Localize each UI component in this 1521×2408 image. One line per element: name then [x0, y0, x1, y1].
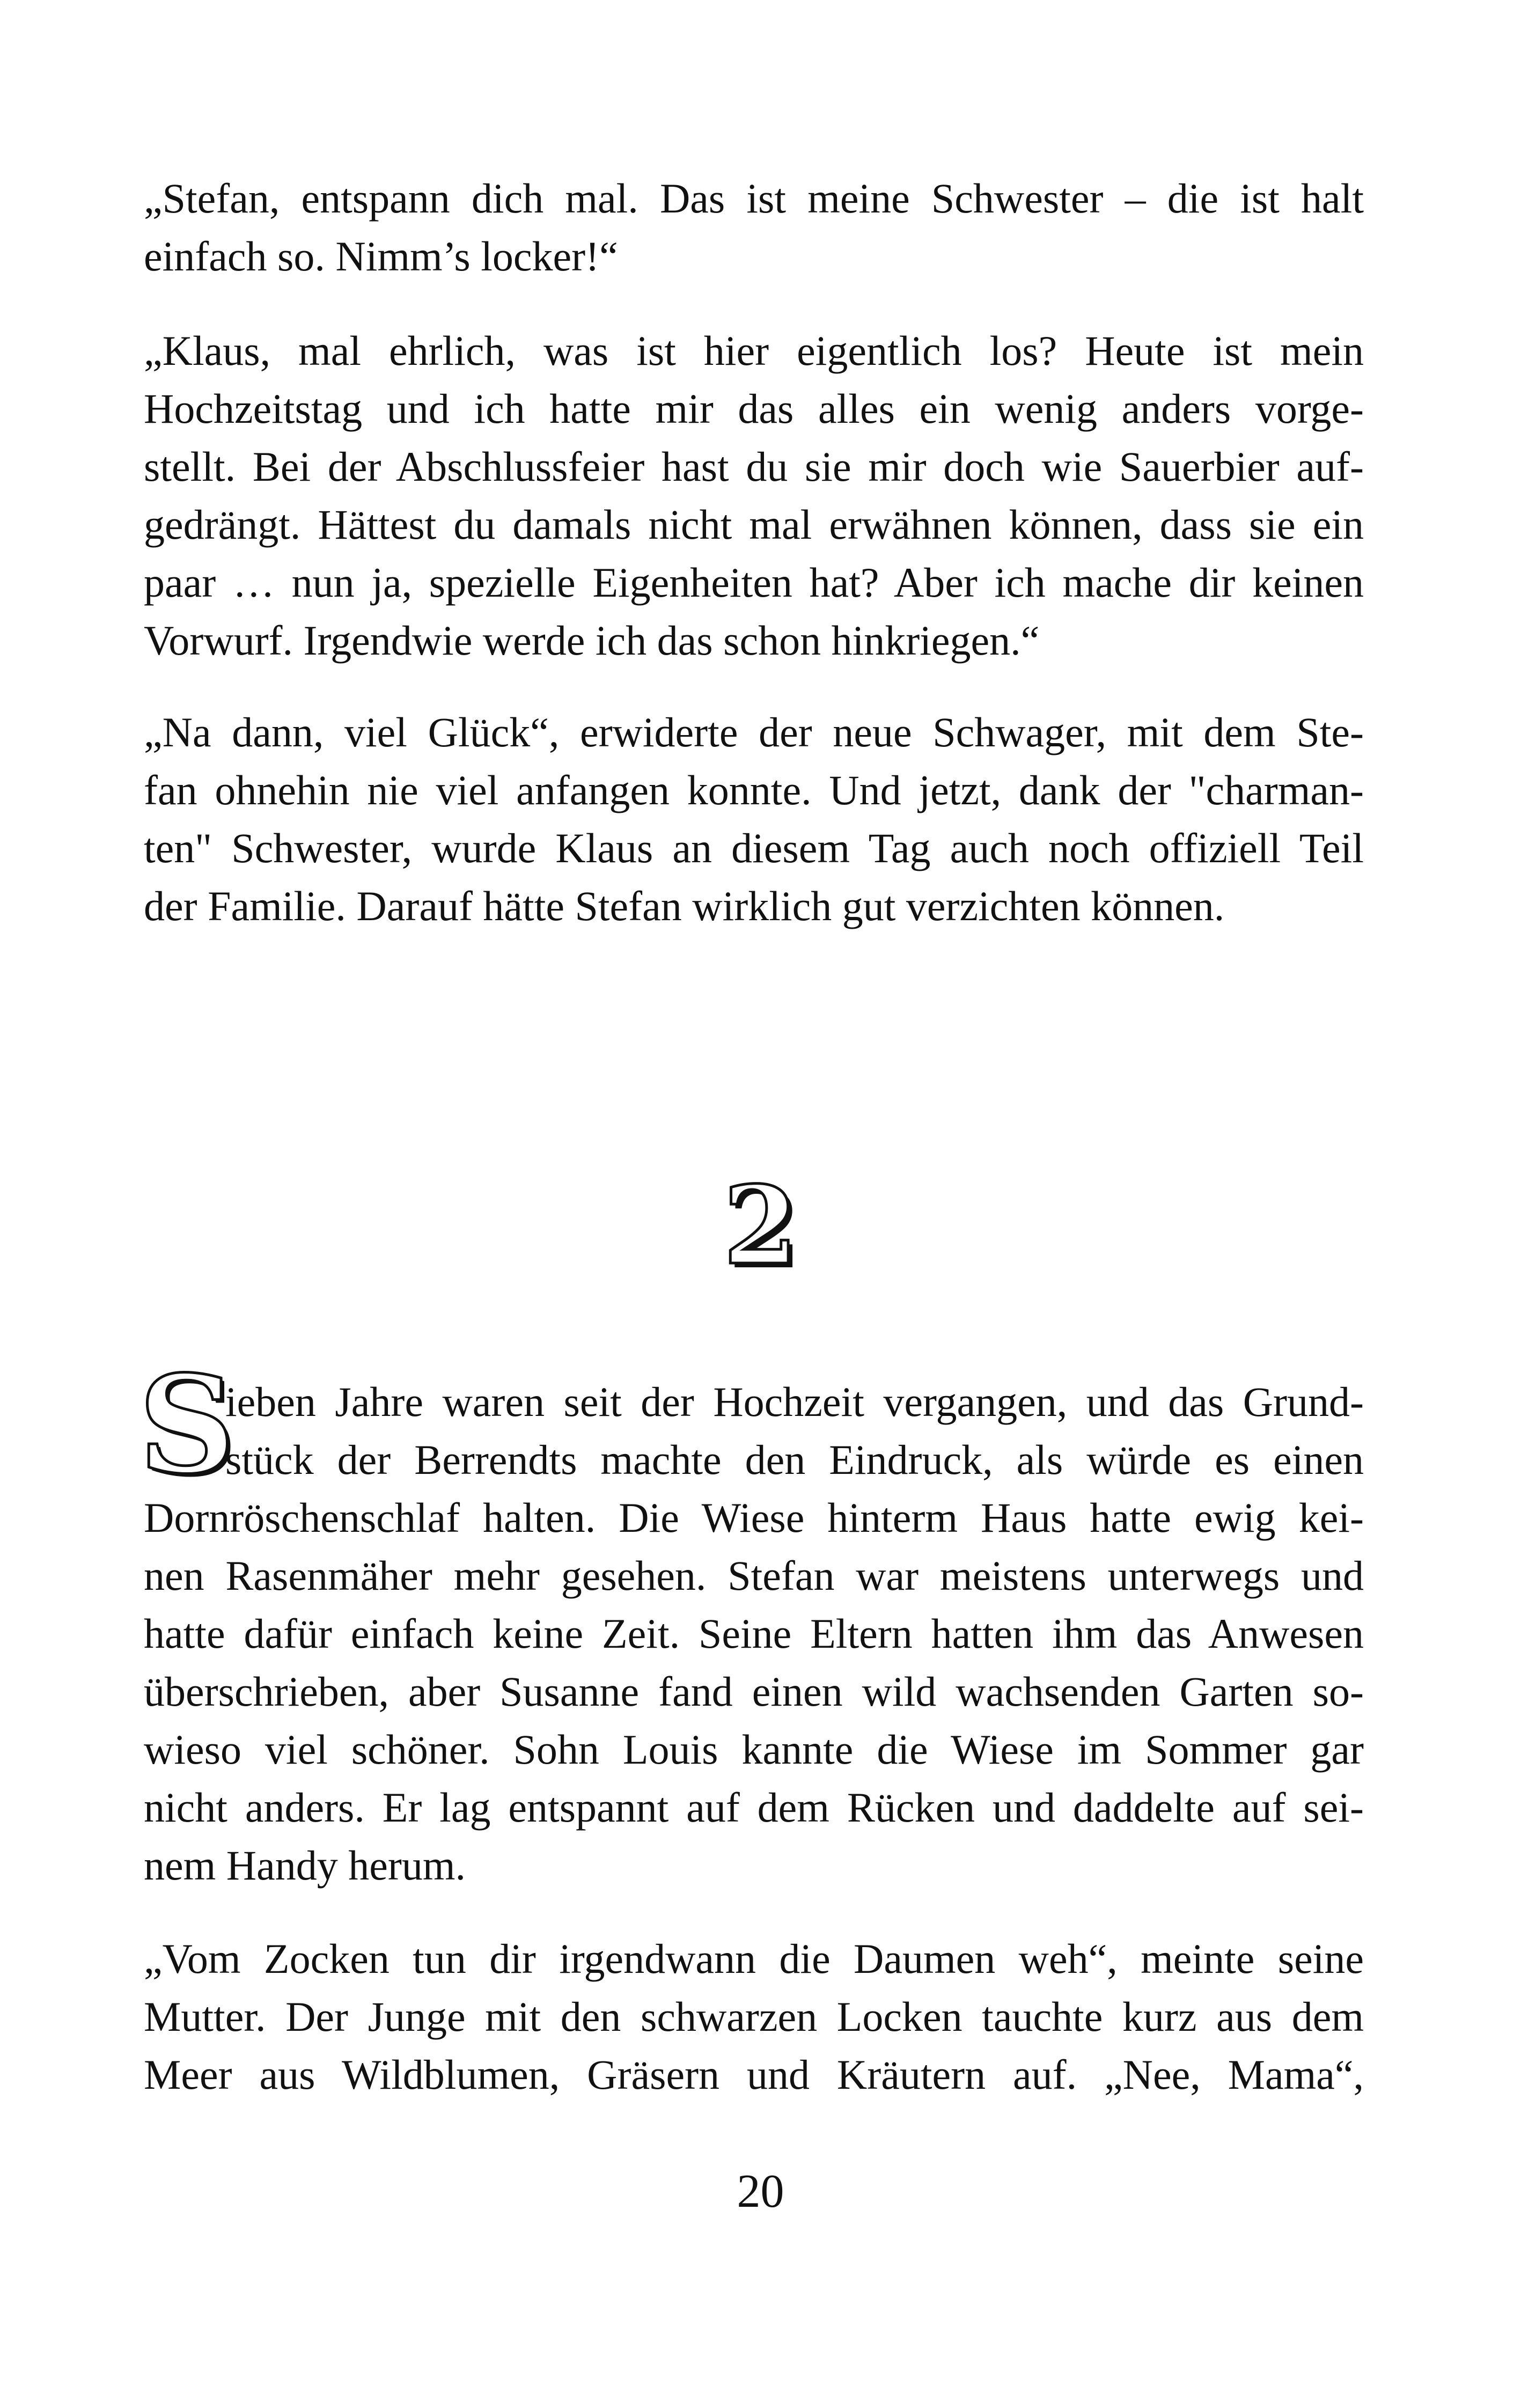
paragraph	[144, 703, 1364, 935]
text-line: überschrieben, aber Susanne fand einen wild wachsenden Garten so-	[144, 1668, 1364, 1715]
chapter-number: 2	[723, 1163, 798, 1289]
paragraph	[144, 1930, 1364, 2104]
text-line: der Familie. Darauf hätte Stefan wirklich gut verzichten können.	[144, 883, 1225, 929]
text-line: „Na dann, viel Glück“, erwiderte der neue Schwager, mit dem Ste-	[144, 709, 1364, 755]
text-line: stück der Berrendts machte den Eindruck, als würde es einen	[225, 1436, 1364, 1483]
text-line: einfach so. Nimm’s locker!“	[144, 233, 618, 280]
text-line: „Klaus, mal ehrlich, was ist hier eigentlich los? Heute ist mein	[144, 327, 1364, 374]
text-line: nem Handy herum.	[144, 1842, 466, 1889]
text-line: Dornröschenschlaf halten. Die Wiese hinterm Haus hatte ewig kei-	[144, 1494, 1364, 1541]
text-line: Mutter. Der Junge mit den schwarzen Locken tauchte kurz aus dem	[144, 1993, 1364, 2040]
text-line: hatte dafür einfach keine Zeit. Seine Eltern hatten ihm das Anwesen	[144, 1610, 1364, 1657]
text-line: ieben Jahre waren seit der Hochzeit vergangen, und das Grund-	[225, 1378, 1364, 1425]
text-line: wieso viel schöner. Sohn Louis kannte die Wiese im Sommer gar	[144, 1726, 1364, 1773]
text-line: nicht anders. Er lag entspannt auf dem Rücken und daddelte auf sei-	[144, 1784, 1364, 1831]
paragraph	[144, 322, 1364, 670]
text-line: paar … nun ja, spezielle Eigenheiten hat? Aber ich mache dir keinen	[144, 559, 1364, 606]
text-line: Hochzeitstag und ich hatte mir das alles ein wenig anders vorge-	[144, 385, 1364, 432]
drop-cap: S	[138, 1346, 236, 1503]
text-line: „Vom Zocken tun dir irgendwann die Daumen weh“, meinte seine	[144, 1935, 1364, 1982]
paragraph	[144, 170, 1364, 285]
paragraph	[144, 1373, 1364, 1895]
text-line: stellt. Bei der Abschlussfeier hast du sie mir doch wie Sauerbier auf-	[144, 443, 1364, 490]
text-line: ten" Schwester, wurde Klaus an diesem Tag auch noch offiziell Teil	[144, 825, 1364, 871]
text-line: fan ohnehin nie viel anfangen konnte. Und jetzt, dank der "charman-	[144, 767, 1364, 813]
text-line: „Stefan, entspann dich mal. Das ist meine Schwester – die ist halt	[144, 175, 1364, 222]
page-number: 20	[737, 2165, 784, 2218]
text-line: Meer aus Wildblumen, Gräsern und Kräutern auf. „Nee, Mama“,	[144, 2051, 1364, 2098]
text-line: nen Rasenmäher mehr gesehen. Stefan war meistens unterwegs und	[144, 1552, 1364, 1599]
text-line: gedrängt. Hättest du damals nicht mal erwähnen können, dass sie ein	[144, 501, 1364, 548]
text-line: Vorwurf. Irgendwie werde ich das schon hinkriegen.“	[144, 617, 1040, 664]
